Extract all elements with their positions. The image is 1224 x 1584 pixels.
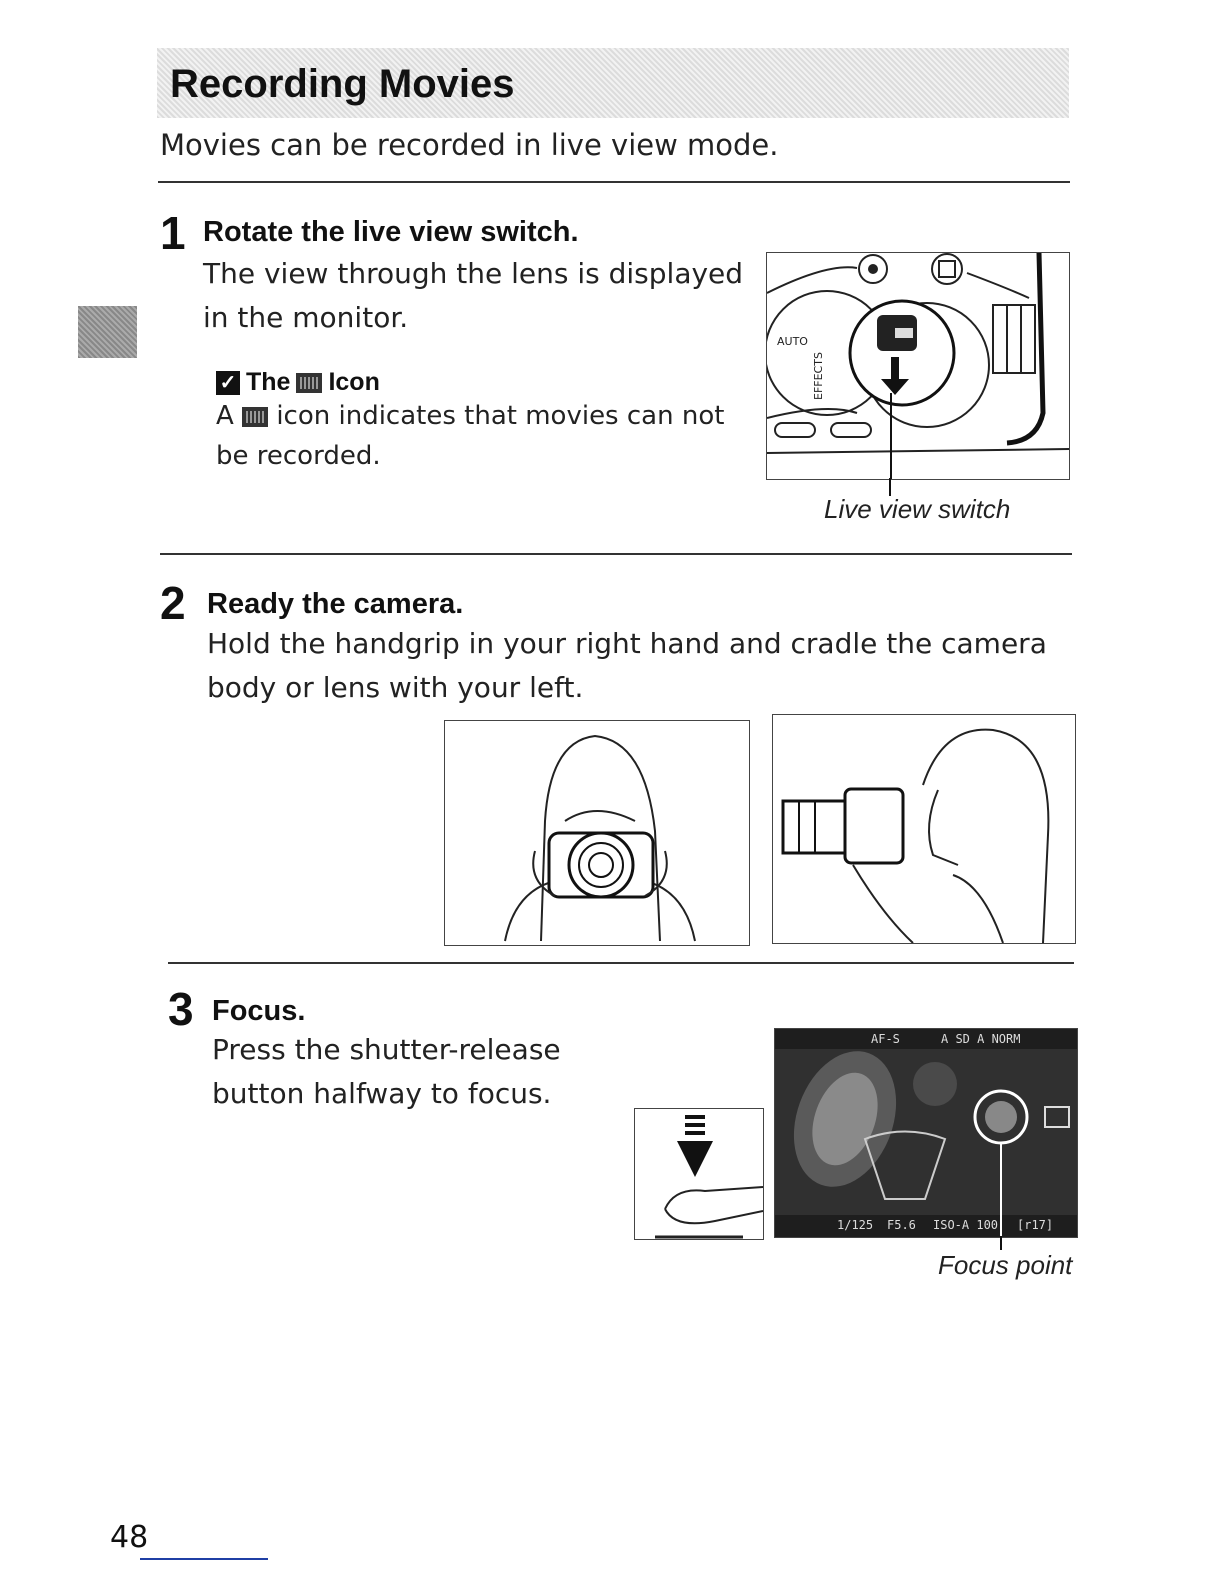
svg-text:AUTO: AUTO: [777, 335, 808, 348]
lcd-top-status: A SD A NORM: [941, 1032, 1021, 1046]
step-2-number: 2: [160, 577, 186, 629]
note-heading: [216, 368, 380, 397]
person-side-drawing: [773, 715, 1075, 943]
step-1-number: 1: [160, 207, 186, 259]
step-1-line-1: The view through the lens is displayed: [203, 257, 744, 290]
divider: [160, 553, 1072, 555]
note-heading-suffix: Icon: [328, 368, 380, 396]
section-tab: [78, 306, 137, 358]
live-view-switch-caption: Live view switch: [824, 494, 1011, 524]
lcd-shutter-speed: 1/125: [837, 1218, 874, 1232]
camera-top-drawing: [767, 253, 1069, 479]
note-text-line-2: be recorded.: [216, 441, 381, 471]
lcd-iso: ISO-A 100: [933, 1218, 999, 1232]
lcd-remaining: [r17]: [1017, 1218, 1054, 1232]
divider: [158, 181, 1070, 183]
step-3-line-1: Press the shutter-release: [212, 1033, 561, 1066]
finger-press-drawing: [635, 1109, 763, 1239]
step-3-line-2: button halfway to focus.: [212, 1077, 552, 1110]
step-3-title: Focus.: [212, 995, 306, 1027]
lcd-scene-drawing: [775, 1029, 1077, 1237]
live-view-switch-illustration: [766, 252, 1070, 480]
movie-unavailable-icon: [242, 407, 268, 427]
side-holding-illustration: [772, 714, 1076, 944]
focus-point-caption: Focus point: [938, 1250, 1073, 1280]
svg-text:EFFECTS: EFFECTS: [812, 352, 825, 400]
callout-line: [1000, 1236, 1002, 1250]
step-3-number: 3: [168, 983, 194, 1035]
step-1-text: [203, 252, 743, 340]
step-2-text: [207, 622, 1047, 710]
note-text-line-1: icon indicates that movies can not: [276, 401, 725, 431]
person-front-drawing: [445, 721, 749, 945]
note-text: [216, 396, 724, 476]
live-view-lcd: [774, 1028, 1078, 1238]
step-2-title: Ready the camera.: [207, 588, 464, 620]
step-1-line-2: in the monitor.: [203, 301, 409, 334]
check-icon: ✓: [216, 371, 240, 395]
page-number-rule: [140, 1558, 268, 1560]
movie-unavailable-icon: [296, 373, 322, 393]
step-2-line-1: Hold the handgrip in your right hand and cradle the camera: [207, 627, 1047, 660]
page-number: 48: [110, 1520, 149, 1555]
note-heading-prefix: The: [246, 368, 291, 396]
step-3-text: [212, 1028, 561, 1116]
front-holding-illustration: [444, 720, 750, 946]
step-2-line-2: body or lens with your left.: [207, 671, 584, 704]
lcd-aperture: F5.6: [887, 1218, 916, 1232]
step-1-title: Rotate the live view switch.: [203, 216, 579, 248]
note-text-prefix: A: [216, 401, 234, 431]
page-title: Recording Movies: [170, 62, 515, 106]
lcd-af-mode: AF-S: [871, 1032, 900, 1046]
shutter-press-illustration: [634, 1108, 764, 1240]
divider: [168, 962, 1074, 964]
intro-text: Movies can be recorded in live view mode.: [160, 128, 779, 162]
